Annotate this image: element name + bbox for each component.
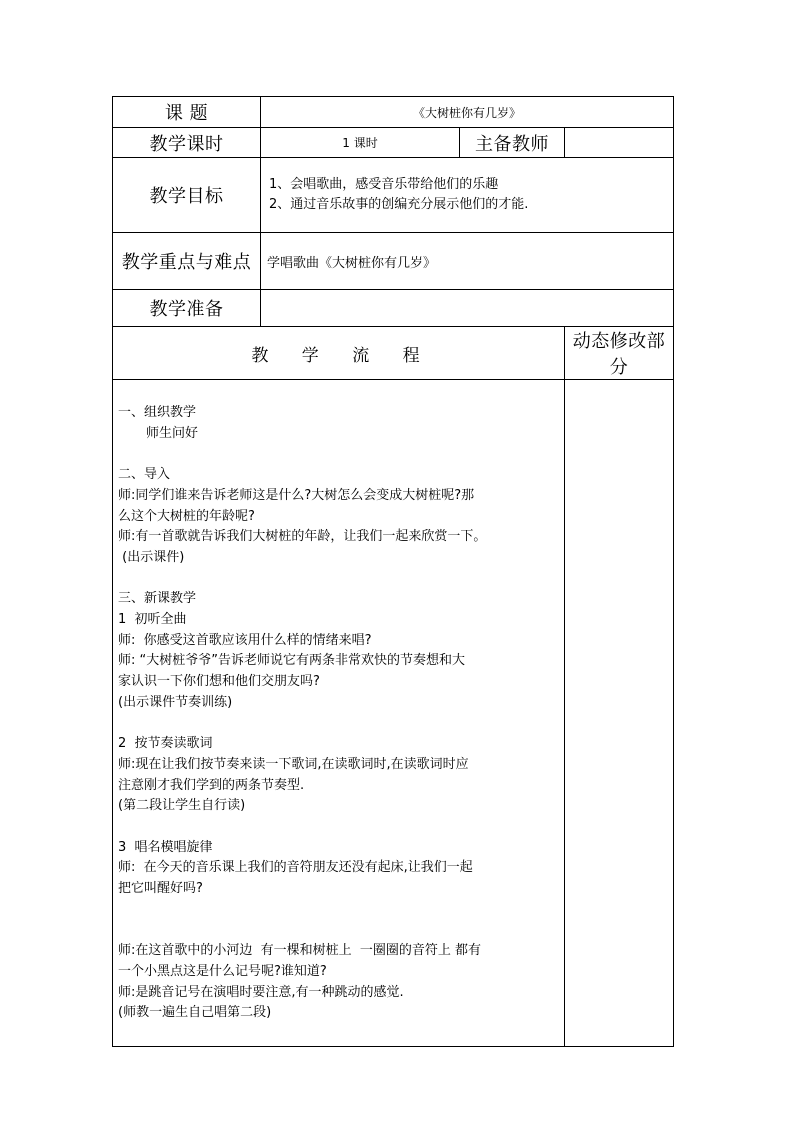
- flow-line: [118, 714, 559, 735]
- goal-item: 2、通过音乐故事的创编充分展示他们的才能.: [269, 197, 529, 212]
- focus-value: 学唱歌曲《大树桩你有几岁》: [261, 233, 674, 290]
- revision-column: [565, 380, 674, 1047]
- flow-line: [118, 921, 559, 942]
- flow-line: 2 按节奏读歌词: [118, 736, 213, 752]
- flow-line: [118, 900, 559, 921]
- flow-line: 1 初听全曲: [118, 612, 187, 627]
- flow-line: (师教一遍生自己唱第二段): [118, 1005, 272, 1021]
- flow-line: 二、导入: [118, 467, 171, 483]
- goal-item: 1、会唱歌曲，感受音乐带给他们的乐趣: [269, 177, 499, 192]
- flow-line: 一个小黑点这是什么记号呢?谁知道?: [118, 963, 327, 979]
- flow-line: 师: 在今天的音乐课上我们的音符朋友还没有起床,让我们一起: [118, 860, 473, 876]
- flow-heading-char: 教: [251, 345, 275, 366]
- flow-line: 师:是跳音记号在演唱时要注意,有一种跳动的感觉.: [118, 984, 404, 1000]
- flow-line: 一、组织教学: [118, 405, 197, 420]
- revision-label: 动态修改部分: [565, 327, 674, 380]
- row-topic: [113, 97, 674, 128]
- flow-line: 师:现在让我们按节奏来读一下歌词,在读歌词时,在读歌词时应: [118, 756, 469, 772]
- flow-heading-char: 流: [352, 345, 376, 366]
- row-hours: [113, 128, 674, 158]
- focus-label: 教学重点与难点: [113, 233, 261, 290]
- flow-line: [118, 569, 559, 590]
- lesson-plan-table: [112, 96, 674, 1047]
- flow-line: 家认识一下你们想和他们交朋友吗?: [118, 674, 320, 690]
- flow-line: 把它叫醒好吗?: [118, 881, 203, 897]
- row-flow-body: [113, 380, 674, 1047]
- goals-label: 教学目标: [113, 158, 261, 233]
- flow-line: 师: “大树桩爷爷”告诉老师说它有两条非常欢快的节奏想和大: [118, 653, 465, 669]
- teacher-label: 主备教师: [460, 128, 565, 158]
- flow-line: 么这个大树桩的年龄呢?: [118, 508, 255, 524]
- hours-label: 教学课时: [113, 128, 261, 158]
- flow-heading-char: 程: [402, 345, 426, 366]
- teacher-value: [565, 128, 674, 158]
- flow-line: 师:有一首歌就告诉我们大树桩的年龄，让我们一起来欣赏一下。: [118, 529, 487, 545]
- topic-label: 课 题: [113, 97, 261, 128]
- flow-line: [118, 817, 559, 838]
- goals-content: [261, 158, 674, 233]
- flow-line: 3 唱名模唱旋律: [118, 839, 213, 855]
- hours-value: 1 课时: [261, 128, 460, 158]
- flow-heading-char: 学: [301, 345, 325, 366]
- flow-line: (出示课件节奏训练): [118, 694, 233, 710]
- flow-content: [113, 380, 565, 1047]
- row-focus: [113, 233, 674, 290]
- flow-line: 三、新课教学: [118, 591, 197, 607]
- flow-line: (第二段让学生自行读): [118, 798, 246, 814]
- prep-label: 教学准备: [113, 290, 261, 327]
- flow-line: 师生问好: [146, 425, 199, 441]
- flow-line: 师:在这首歌中的小河边 有一棵和树桩上 一圈圈的音符上 都有: [118, 943, 482, 959]
- row-prep: [113, 290, 674, 327]
- prep-value: [261, 290, 674, 327]
- flow-line: 师:同学们谁来告诉老师这是什么?大树怎么会变成大树桩呢?那: [118, 487, 475, 503]
- flow-line: 师: 你感受这首歌应该用什么样的情绪来唱?: [118, 632, 372, 648]
- flow-heading: [113, 327, 565, 380]
- flow-line: 注意刚才我们学到的两条节奏型.: [118, 777, 305, 793]
- row-flow-heading: [113, 327, 674, 380]
- row-goals: [113, 158, 674, 233]
- flow-line: [118, 444, 559, 465]
- flow-line: (出示课件): [118, 549, 185, 565]
- topic-value: 《大树桩你有几岁》: [261, 97, 674, 128]
